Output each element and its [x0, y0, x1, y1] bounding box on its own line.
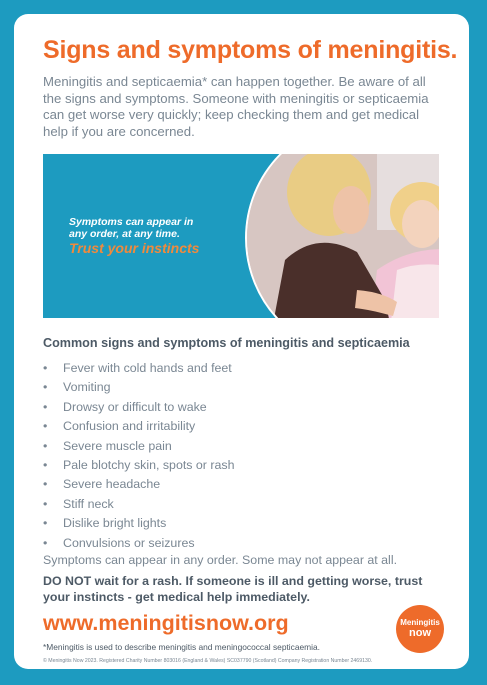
- bullet-icon: •: [43, 477, 48, 492]
- symptom-label: Stiff neck: [63, 496, 114, 511]
- bullet-icon: •: [43, 496, 48, 511]
- bullet-icon: •: [43, 380, 48, 395]
- bullet-icon: •: [43, 457, 48, 472]
- banner-text-line-1: Symptoms can appear in: [69, 216, 194, 228]
- symptom-label: Pale blotchy skin, spots or rash: [63, 457, 235, 472]
- rash-warning: DO NOT wait for a rash. If someone is ill and getting worse, trust your instincts - get medical help immediately.: [43, 574, 423, 604]
- symptom-label: Vomiting: [63, 380, 111, 395]
- symptom-item: [43, 534, 235, 553]
- banner-text-line-2: any order, at any time.: [69, 228, 180, 240]
- bullet-icon: •: [43, 399, 48, 414]
- symptom-item: [43, 475, 235, 494]
- logo-text-line-1: Meningitis: [400, 618, 440, 627]
- photo-mother-and-child: [245, 154, 439, 318]
- bullet-icon: •: [43, 361, 48, 375]
- intro-paragraph: Meningitis and septicaemia* can happen together. Be aware of all the signs and symptoms. Someone with meningitis or septicaemia can get worse very quickly; keep checking them and get medical help if you are concerned.: [43, 74, 429, 139]
- copyright: © Meningitis Now 2023. Registered Charity Number 803016 (England & Wales) SC037790 (Scotland) Company Registration Number 2469130.: [43, 658, 373, 664]
- bullet-icon: •: [43, 438, 48, 453]
- website-link[interactable]: www.meningitisnow.org: [43, 611, 289, 635]
- bullet-icon: •: [43, 419, 48, 434]
- logo-text-line-2: now: [409, 627, 431, 639]
- symptom-item: [43, 456, 235, 475]
- symptom-item: [43, 514, 235, 533]
- symptom-label: Fever with cold hands and feet: [63, 361, 232, 375]
- meningitis-now-logo: [396, 605, 444, 653]
- symptom-label: Severe headache: [63, 477, 161, 492]
- symptom-label: Drowsy or difficult to wake: [63, 399, 207, 414]
- banner: [43, 154, 439, 318]
- symptom-item: [43, 437, 235, 456]
- symptom-item: [43, 417, 235, 436]
- symptom-label: Convulsions or seizures: [63, 535, 195, 550]
- order-note: Symptoms can appear in any order. Some may not appear at all.: [43, 553, 398, 567]
- symptoms-list: [43, 359, 235, 553]
- page-title: Signs and symptoms of meningitis.: [43, 36, 458, 64]
- symptom-item: [43, 378, 235, 397]
- symptom-label: Severe muscle pain: [63, 438, 172, 453]
- banner-trust-instincts: Trust your instincts: [69, 240, 200, 256]
- symptoms-heading: Common signs and symptoms of meningitis and septicaemia: [43, 336, 410, 350]
- bullet-icon: •: [43, 516, 48, 531]
- symptom-label: Confusion and irritability: [63, 419, 196, 434]
- symptom-item: [43, 359, 235, 378]
- symptom-item: [43, 495, 235, 514]
- symptom-item: [43, 398, 235, 417]
- symptom-label: Dislike bright lights: [63, 516, 167, 531]
- footnote: *Meningitis is used to describe meningitis and meningococcal septicaemia.: [43, 642, 320, 652]
- bullet-icon: •: [43, 535, 48, 550]
- photo-illustration: [247, 154, 439, 318]
- symptom-card: [14, 14, 469, 669]
